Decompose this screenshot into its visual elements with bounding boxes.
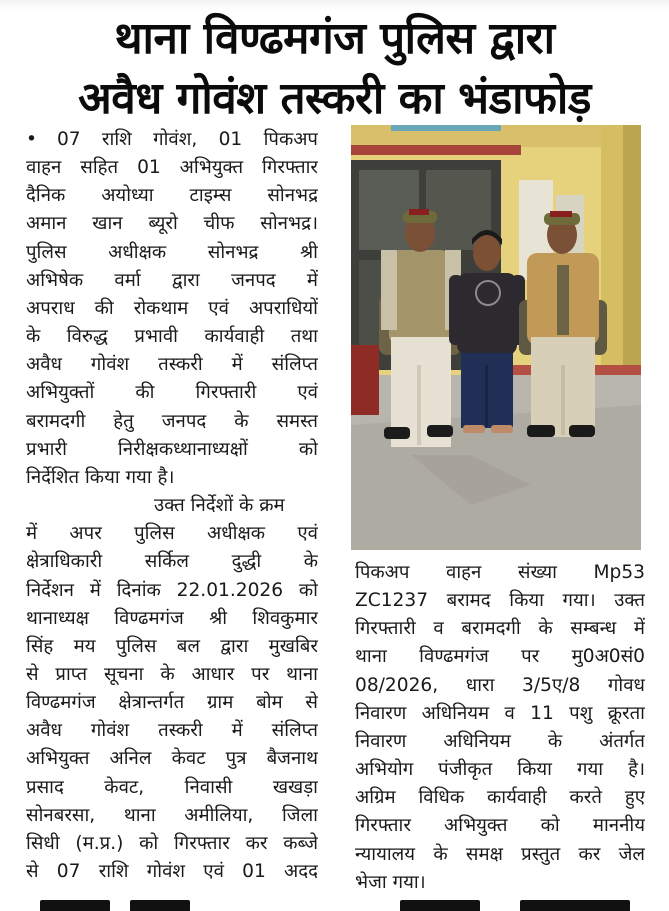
article-line: सिधी (म.प्र.) को गिरफ्तार कर कब्जे bbox=[26, 832, 318, 854]
article-line: • 07 राशि गोवंश, 01 पिकअप bbox=[26, 126, 318, 154]
article-line: थाना विण्ढमगंज पर मु0अ0सं0 bbox=[355, 646, 645, 668]
page-top-strip bbox=[0, 0, 669, 10]
article-line: से 07 राशि गोवंश एवं 01 अदद bbox=[26, 861, 318, 883]
article-line: गिरफ्तार अभियुक्त को माननीय bbox=[355, 815, 645, 837]
article-line: से प्राप्त सूचना के आधार पर थाना bbox=[26, 663, 318, 685]
article-line: अभियोग पंजीकृत किया गया है। bbox=[355, 759, 645, 781]
article-line: निवारण अधिनियम के अंतर्गत bbox=[355, 730, 645, 752]
article-line: ZC1237 बरामद किया गया। उक्त bbox=[355, 590, 645, 612]
article-line: विण्ढमगंज क्षेत्रान्तर्गत ग्राम बोम से bbox=[26, 692, 318, 714]
headline-line-1: थाना विण्ढमगंज पुलिस द्वारा bbox=[114, 13, 555, 64]
article-line: सोनबरसा, थाना अमीलिया, जिला bbox=[26, 804, 318, 826]
article-line: प्रसाद केवट, निवासी खखड़ा bbox=[26, 776, 318, 798]
headline-line-2: अवैध गोवंश तस्करी का भंडाफोड़ bbox=[78, 73, 591, 124]
article-left-column bbox=[26, 126, 318, 886]
article-line: अभिषेक वर्मा द्वारा जनपद में bbox=[26, 269, 318, 291]
police-arrest-photo bbox=[351, 125, 641, 550]
article-line: दैनिक अयोध्या टाइम्स सोनभद्र bbox=[26, 185, 318, 207]
article-line: बरामदगी हेतु जनपद के समस्त bbox=[26, 410, 318, 432]
article-line: अवैध गोवंश तस्करी में संलिप्त bbox=[26, 354, 318, 376]
article-line: 08/2026, धारा 3/5ए/8 गोवध bbox=[355, 674, 645, 696]
article-line: अग्रिम विधिक कार्यवाही करते हुए bbox=[355, 787, 645, 809]
article-line: न्यायालय के समक्ष प्रस्तुत कर जेल bbox=[355, 843, 645, 865]
article-line: थानाध्यक्ष विण्ढमगंज श्री शिवकुमार bbox=[26, 607, 318, 629]
article-line: भेजा गया। bbox=[355, 871, 426, 893]
article-line: अभियुक्तों की गिरफ्तारी एवं bbox=[26, 382, 318, 404]
article-line: पिकअप वाहन संख्या Mp53 bbox=[355, 562, 645, 583]
article-line: के विरुद्ध प्रभावी कार्यवाही तथा bbox=[26, 326, 318, 348]
article-line: प्रभारी निरीक्षकध्थानाध्यक्षों को bbox=[26, 438, 318, 460]
news-photo bbox=[351, 125, 641, 550]
article-line: निर्देशन में दिनांक 22.01.2026 को bbox=[26, 579, 318, 601]
article-line: निर्देशित किया गया है। bbox=[26, 466, 175, 488]
article-line: अभियुक्त अनिल केवट पुत्र बैजनाथ bbox=[26, 748, 318, 770]
article-line: अवैध गोवंश तस्करी में संलिप्त bbox=[26, 720, 318, 742]
article-line: पुलिस अधीक्षक सोनभद्र श्री bbox=[26, 241, 318, 263]
article-line: गिरफ्तारी व बरामदगी के सम्बन्ध में bbox=[355, 618, 645, 640]
next-article-headline-fragment bbox=[0, 898, 669, 911]
article-line: निवारण अधिनियम व 11 पशु क्रूरता bbox=[355, 702, 645, 724]
article-line: अपराध की रोकथाम एवं अपराधियों bbox=[26, 297, 318, 319]
article-right-column bbox=[355, 559, 645, 897]
article-line: वाहन सहित 01 अभियुक्त गिरफ्तार bbox=[26, 157, 318, 179]
article-line: क्षेत्राधिकारी सर्किल दुद्धी के bbox=[26, 551, 318, 573]
article-line: में अपर पुलिस अधीक्षक एवं bbox=[26, 523, 318, 545]
article-line: उक्त निर्देशों के क्रम bbox=[154, 495, 285, 517]
article-line: सिंह मय पुलिस बल द्वारा मुखबिर bbox=[26, 635, 318, 657]
article-line: अमान खान ब्यूरो चीफ सोनभद्र। bbox=[26, 213, 318, 235]
